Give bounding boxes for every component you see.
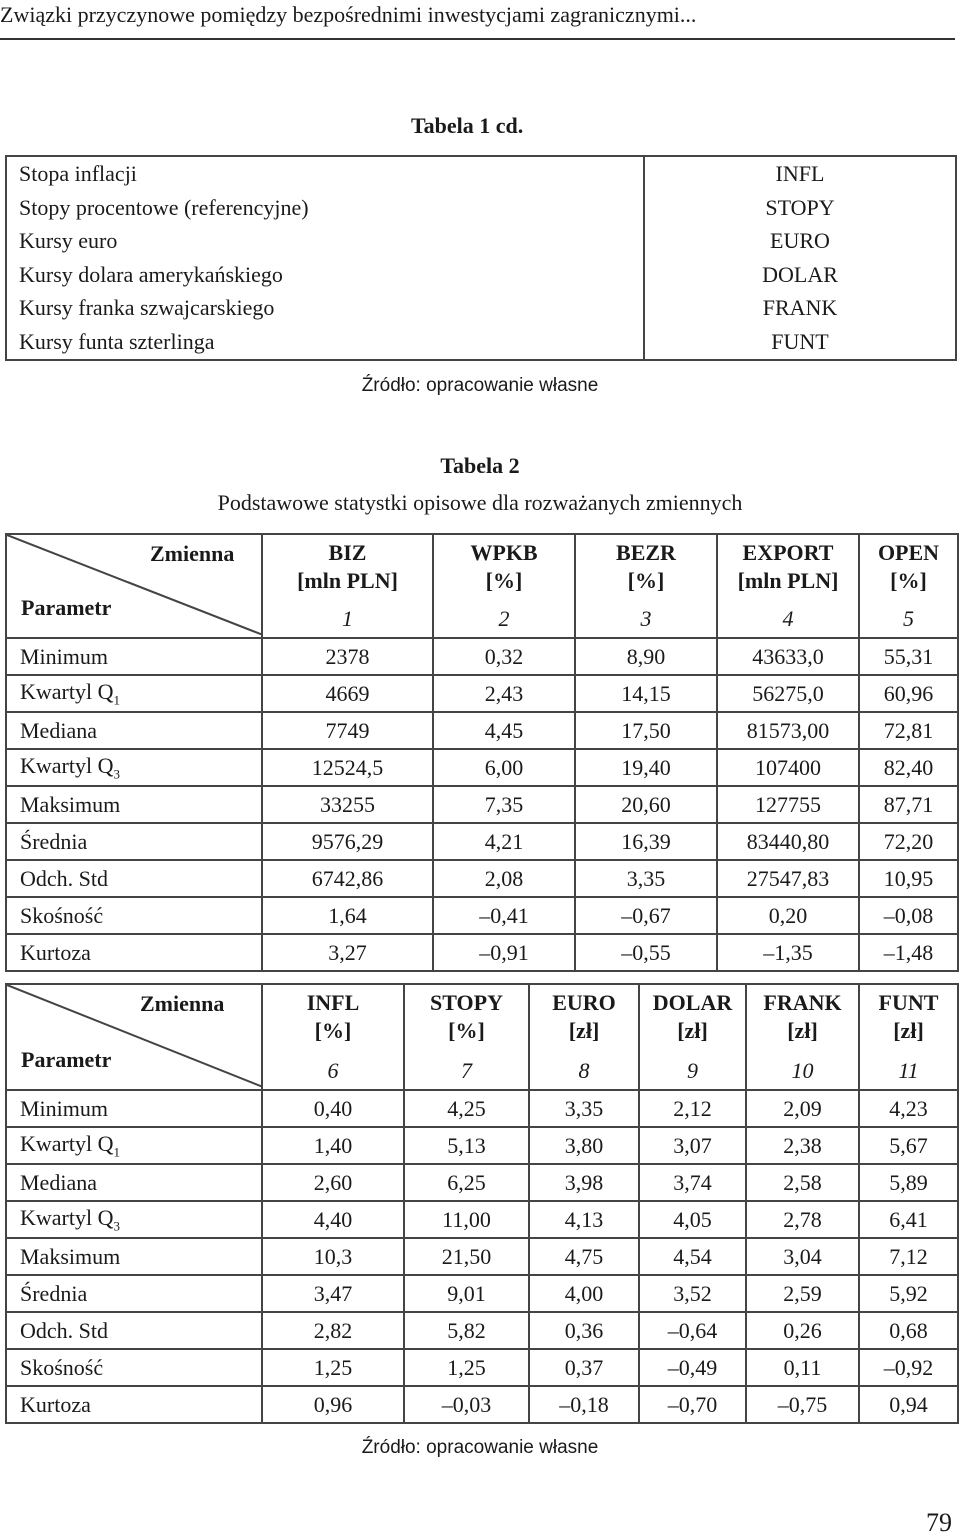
corner-variable-label: Zmienna: [140, 991, 225, 1016]
table-cell: 0,37: [529, 1349, 639, 1386]
table-cell: 3,07: [639, 1127, 746, 1164]
table-row: [6, 1349, 958, 1386]
table-cell: 10,95: [859, 860, 958, 897]
row-label: [6, 934, 262, 971]
corner-variable-label: Zmienna: [150, 541, 235, 566]
corner-parameter-label: Parametr: [21, 1047, 112, 1072]
row-label: [6, 1349, 262, 1386]
table-cell: –1,48: [859, 934, 958, 971]
table-cell: 9576,29: [262, 823, 433, 860]
row-label-text: Minimum: [20, 1095, 109, 1121]
table-row: [6, 860, 958, 897]
column-header-unit: [zł]: [677, 1018, 708, 1043]
table-cell: 2,08: [433, 860, 575, 897]
row-label-text: Mediana: [20, 717, 97, 743]
table-cell: –0,41: [433, 897, 575, 934]
column-number: 1: [262, 601, 433, 638]
column-header: [262, 984, 404, 1053]
table1-name: Kursy dolara amerykańskiego: [19, 261, 283, 287]
column-header-unit: [zł]: [568, 1018, 600, 1043]
row-label-text: Kwartyl Q: [20, 752, 114, 778]
table-cell: 43633,0: [717, 638, 859, 675]
row-label: [6, 1312, 262, 1349]
table-cell: 17,50: [575, 712, 717, 749]
column-header: [433, 534, 575, 601]
corner-cell: [6, 984, 262, 1090]
row-label-text: Minimum: [20, 643, 109, 669]
table-cell: 4,75: [529, 1238, 639, 1275]
column-header: [529, 984, 639, 1053]
table-cell: 4,25: [404, 1090, 529, 1127]
row-label: [6, 786, 262, 823]
table-cell: 2,38: [746, 1127, 859, 1164]
column-number: 6: [262, 1053, 404, 1090]
table1: [5, 155, 957, 361]
column-header: [262, 534, 433, 601]
column-header-unit: [zł]: [787, 1018, 818, 1043]
table-cell: 7,12: [859, 1238, 958, 1275]
table-cell: 12524,5: [262, 749, 433, 786]
table1-codes: [644, 156, 956, 360]
column-header-name: BIZ: [328, 540, 367, 565]
row-label-text: Kwartyl Q: [20, 678, 114, 704]
table-cell: 3,98: [529, 1164, 639, 1201]
column-number: 9: [639, 1053, 746, 1090]
table1-name: Kursy franka szwajcarskiego: [19, 295, 275, 321]
table-cell: 11,00: [404, 1201, 529, 1238]
header-row: [6, 984, 958, 1053]
row-label: [6, 1090, 262, 1127]
table-cell: 4,00: [529, 1275, 639, 1312]
column-header: [575, 534, 717, 601]
table-cell: 6,41: [859, 1201, 958, 1238]
table-cell: 4,21: [433, 823, 575, 860]
table1-name: Stopa inflacji: [19, 161, 137, 186]
table-cell: 3,47: [262, 1275, 404, 1312]
column-header: [639, 984, 746, 1053]
table-cell: –0,75: [746, 1386, 859, 1423]
table1-code: FRANK: [762, 295, 838, 321]
column-number: 5: [859, 601, 958, 638]
table-cell: 8,90: [575, 638, 717, 675]
column-header-name: DOLAR: [652, 990, 733, 1015]
table-cell: 1,40: [262, 1127, 404, 1164]
table-cell: 4,23: [859, 1090, 958, 1127]
table-row: [6, 1275, 958, 1312]
table-cell: 5,92: [859, 1275, 958, 1312]
column-header-unit: [zł]: [893, 1018, 924, 1043]
table-row: [6, 934, 958, 971]
table2-title: Podstawowe statystki opisowe dla rozważanych zmiennych: [217, 490, 743, 515]
row-label-text: Kwartyl Q: [20, 1130, 114, 1156]
table-cell: 6742,86: [262, 860, 433, 897]
table-cell: 5,13: [404, 1127, 529, 1164]
column-header-name: FRANK: [763, 990, 842, 1015]
table-cell: 10,3: [262, 1238, 404, 1275]
stats-table-a: [5, 533, 959, 972]
table-cell: 2,60: [262, 1164, 404, 1201]
table-cell: 4,45: [433, 712, 575, 749]
corner-parameter-label: Parametr: [21, 595, 112, 620]
table-cell: 5,67: [859, 1127, 958, 1164]
column-number: 3: [575, 601, 717, 638]
table-cell: 1,25: [404, 1349, 529, 1386]
table-cell: 2,12: [639, 1090, 746, 1127]
table1-code: FUNT: [771, 328, 829, 354]
table-cell: –0,49: [639, 1349, 746, 1386]
table-cell: 4,54: [639, 1238, 746, 1275]
table1-code: DOLAR: [762, 261, 838, 287]
table-row: [6, 638, 958, 675]
stats-table-b: [5, 983, 959, 1424]
table-cell: –0,64: [639, 1312, 746, 1349]
table1-name: Stopy procentowe (referencyjne): [19, 194, 309, 220]
table1-code: STOPY: [765, 194, 835, 220]
row-label-text: Kurtoza: [20, 1391, 91, 1417]
column-header-name: BEZR: [616, 540, 676, 565]
table-cell: 2,78: [746, 1201, 859, 1238]
table1-name: Kursy funta szterlinga: [19, 328, 215, 354]
row-label: [6, 860, 262, 897]
table-cell: 87,71: [859, 786, 958, 823]
table-cell: 7749: [262, 712, 433, 749]
row-label: [6, 749, 262, 786]
table-cell: 0,68: [859, 1312, 958, 1349]
table-cell: 0,96: [262, 1386, 404, 1423]
row-label: [6, 1127, 262, 1164]
table-cell: 82,40: [859, 749, 958, 786]
table-cell: 72,81: [859, 712, 958, 749]
table-cell: 19,40: [575, 749, 717, 786]
row-label-text: Średnia: [20, 828, 88, 854]
row-label-text: Odch. Std: [20, 1317, 108, 1343]
table2-caption: Tabela 2: [440, 453, 520, 478]
table-cell: 4,40: [262, 1201, 404, 1238]
table-cell: 3,52: [639, 1275, 746, 1312]
table-cell: 5,82: [404, 1312, 529, 1349]
row-label: [6, 712, 262, 749]
row-label: [6, 897, 262, 934]
column-header-unit: [mln PLN]: [297, 568, 398, 593]
column-header-unit: [%]: [485, 568, 523, 593]
column-number: 4: [717, 601, 859, 638]
table-cell: 4,13: [529, 1201, 639, 1238]
table-cell: –0,67: [575, 897, 717, 934]
header-row: [6, 534, 958, 601]
row-label: [6, 823, 262, 860]
table-cell: 6,00: [433, 749, 575, 786]
table-row: [6, 786, 958, 823]
column-header: [859, 534, 958, 601]
table-cell: 20,60: [575, 786, 717, 823]
table-cell: 2378: [262, 638, 433, 675]
table1-code: EURO: [770, 228, 830, 254]
table-cell: 2,58: [746, 1164, 859, 1201]
table-cell: 6,25: [404, 1164, 529, 1201]
row-label: [6, 675, 262, 712]
row-label-subscript: 3: [113, 1218, 120, 1234]
table-cell: 55,31: [859, 638, 958, 675]
column-header: [717, 534, 859, 601]
row-label-text: Kurtoza: [20, 939, 91, 965]
table-cell: 127755: [717, 786, 859, 823]
table-cell: 2,59: [746, 1275, 859, 1312]
table-cell: 9,01: [404, 1275, 529, 1312]
table-cell: 3,27: [262, 934, 433, 971]
table-row: [6, 897, 958, 934]
table-row: [6, 712, 958, 749]
table-row: [6, 1201, 958, 1238]
table-cell: 0,20: [717, 897, 859, 934]
table-cell: 60,96: [859, 675, 958, 712]
table-row: [6, 1164, 958, 1201]
column-number: 10: [746, 1053, 859, 1090]
table-cell: –0,92: [859, 1349, 958, 1386]
row-label-text: Skośność: [20, 1354, 104, 1380]
column-header-name: OPEN: [877, 540, 940, 565]
table-cell: –0,91: [433, 934, 575, 971]
column-number: 11: [859, 1053, 958, 1090]
table-cell: 107400: [717, 749, 859, 786]
table-cell: 2,09: [746, 1090, 859, 1127]
table-cell: –1,35: [717, 934, 859, 971]
column-header-name: INFL: [306, 990, 360, 1015]
table-cell: 0,94: [859, 1386, 958, 1423]
running-header: Związki przyczynowe pomiędzy bezpośrednimi inwestycjami zagranicznymi...: [0, 2, 697, 27]
table-cell: 4,05: [639, 1201, 746, 1238]
column-header: [859, 984, 958, 1053]
column-header: [404, 984, 529, 1053]
table1-code: INFL: [775, 161, 825, 186]
row-label-text: Kwartyl Q: [20, 1204, 114, 1230]
corner-cell: [6, 534, 262, 638]
table-cell: –0,55: [575, 934, 717, 971]
table1-names: [6, 156, 644, 360]
table-cell: 5,89: [859, 1164, 958, 1201]
table-cell: 1,25: [262, 1349, 404, 1386]
table1-source: Źródło: opracowanie własne: [361, 375, 599, 396]
row-label: [6, 638, 262, 675]
table-cell: 3,35: [575, 860, 717, 897]
table-cell: –0,03: [404, 1386, 529, 1423]
column-header-unit: [%]: [890, 568, 927, 593]
column-header-name: WPKB: [470, 540, 538, 565]
table-row: [6, 823, 958, 860]
table-cell: 3,74: [639, 1164, 746, 1201]
table-row: [6, 675, 958, 712]
table-cell: –0,18: [529, 1386, 639, 1423]
table-cell: 4669: [262, 675, 433, 712]
table-cell: 0,32: [433, 638, 575, 675]
table-cell: 56275,0: [717, 675, 859, 712]
table-cell: 16,39: [575, 823, 717, 860]
column-header-unit: [%]: [627, 568, 665, 593]
column-header-name: STOPY: [430, 990, 503, 1015]
table-cell: –0,08: [859, 897, 958, 934]
table-cell: 14,15: [575, 675, 717, 712]
table-cell: 1,64: [262, 897, 433, 934]
table-cell: 3,04: [746, 1238, 859, 1275]
row-label: [6, 1201, 262, 1238]
table-row: [6, 1127, 958, 1164]
row-label-text: Średnia: [20, 1280, 88, 1306]
row-label-text: Maksimum: [20, 1243, 121, 1269]
column-header-unit: [%]: [448, 1018, 485, 1043]
row-label-subscript: 1: [113, 1144, 120, 1160]
table-cell: 81573,00: [717, 712, 859, 749]
column-header-name: EXPORT: [742, 540, 834, 565]
table-row: [6, 1090, 958, 1127]
table1-caption: Tabela 1 cd.: [411, 113, 524, 138]
table-cell: 21,50: [404, 1238, 529, 1275]
table-cell: 0,36: [529, 1312, 639, 1349]
table-cell: 2,43: [433, 675, 575, 712]
table-row: [6, 1238, 958, 1275]
table-cell: 27547,83: [717, 860, 859, 897]
table-cell: 7,35: [433, 786, 575, 823]
row-label: [6, 1386, 262, 1423]
row-label-text: Maksimum: [20, 791, 121, 817]
table-cell: 3,80: [529, 1127, 639, 1164]
table-cell: 72,20: [859, 823, 958, 860]
row-label: [6, 1275, 262, 1312]
table-cell: 0,11: [746, 1349, 859, 1386]
header-rule: [0, 38, 955, 40]
column-header: [746, 984, 859, 1053]
table-cell: 0,40: [262, 1090, 404, 1127]
table-cell: 0,26: [746, 1312, 859, 1349]
table1-name: Kursy euro: [19, 228, 118, 254]
table-cell: 2,82: [262, 1312, 404, 1349]
column-number: 8: [529, 1053, 639, 1090]
row-label-subscript: 3: [113, 766, 120, 782]
row-label-subscript: 1: [113, 692, 120, 708]
row-label: [6, 1164, 262, 1201]
table-cell: 33255: [262, 786, 433, 823]
table-row: [6, 1386, 958, 1423]
table-row: [6, 749, 958, 786]
table-cell: 83440,80: [717, 823, 859, 860]
column-number: 7: [404, 1053, 529, 1090]
column-number: 2: [433, 601, 575, 638]
row-label-text: Odch. Std: [20, 865, 108, 891]
table-cell: 3,35: [529, 1090, 639, 1127]
column-header-unit: [%]: [314, 1018, 352, 1043]
table-row: [6, 1312, 958, 1349]
row-label-text: Skośność: [20, 902, 104, 928]
column-header-name: EURO: [552, 990, 616, 1015]
table2-source: Źródło: opracowanie własne: [361, 1437, 599, 1458]
row-label: [6, 1238, 262, 1275]
row-label-text: Mediana: [20, 1169, 97, 1195]
column-header-name: FUNT: [878, 990, 939, 1015]
table-cell: –0,70: [639, 1386, 746, 1423]
page-number: 79: [926, 1508, 952, 1537]
column-header-unit: [mln PLN]: [737, 568, 839, 593]
